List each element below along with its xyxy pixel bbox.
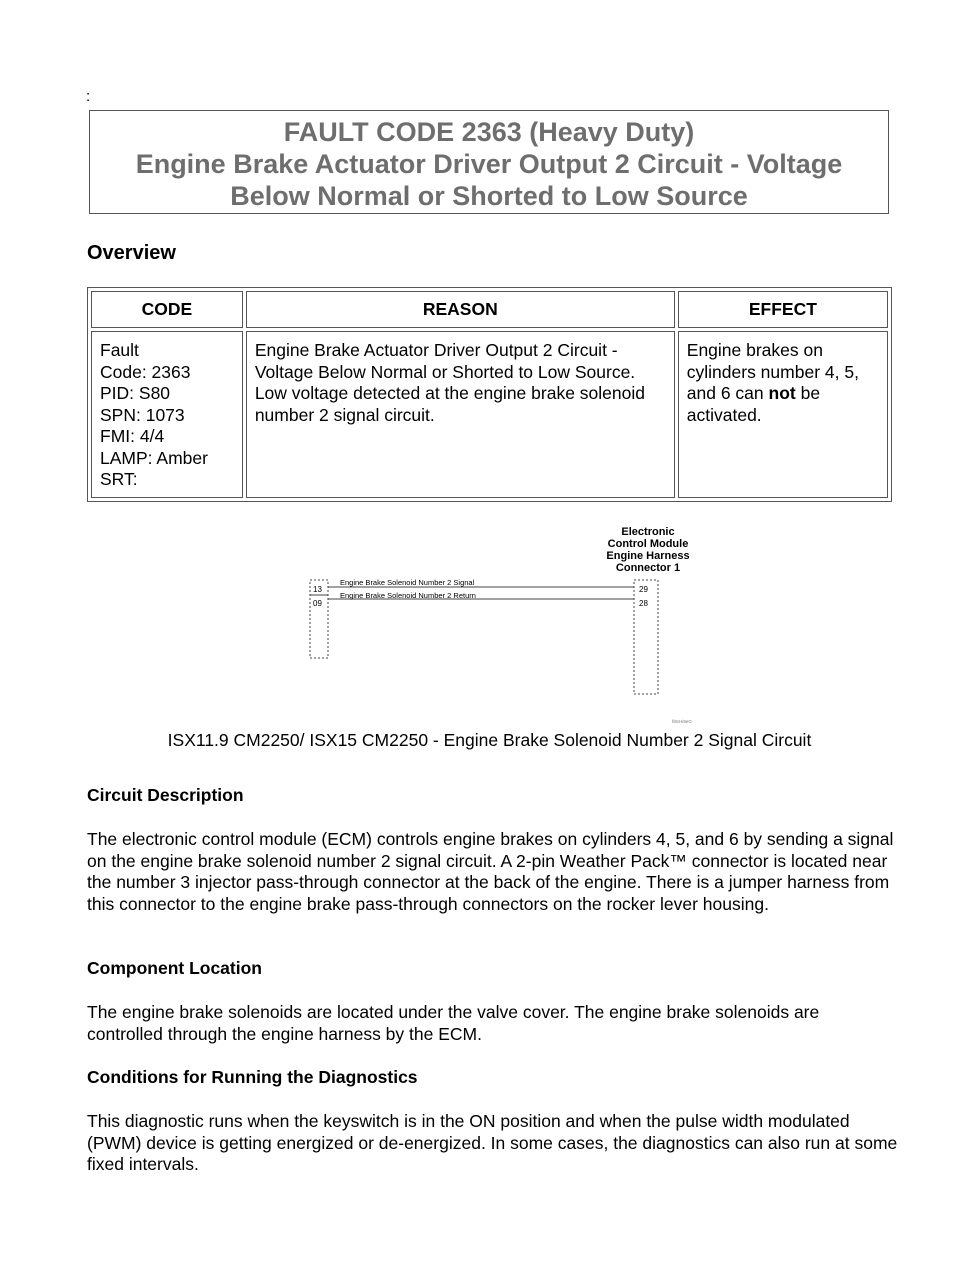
table-row <box>91 331 888 498</box>
header-code: CODE <box>91 291 243 328</box>
figure-caption: ISX11.9 CM2250/ ISX15 CM2250 - Engine Brake Solenoid Number 2 Signal Circuit <box>167 730 812 750</box>
effect-emphasis: not <box>768 383 796 403</box>
code-line: LAMP: Amber <box>100 447 208 468</box>
circuit-description-heading: Circuit Description <box>87 785 244 805</box>
header-effect: EFFECT <box>678 291 888 328</box>
ecm-label-line: Electronic <box>621 526 675 538</box>
code-line: Code: 2363 <box>100 361 191 382</box>
effect-text: Engine brakes on cylinders number 4, 5, and 6 can <box>686 340 859 403</box>
figure-id: fi8cHi9eG <box>672 719 692 724</box>
code-line: SPN: 1073 <box>100 404 185 425</box>
ecm-label-line: Connector 1 <box>615 562 681 574</box>
effect-text-end: be activated. <box>686 383 821 425</box>
code-line: Fault <box>100 340 139 360</box>
component-location-heading: Component Location <box>87 958 262 978</box>
reason-cell: Engine Brake Actuator Driver Output 2 Circuit - Voltage Below Normal or Shorted to Low Source. Low voltage detected at the engine brake solenoid number 2 signal circuit. <box>246 331 675 498</box>
left-pin-label: 09 <box>313 599 322 608</box>
ecm-label-line: Control Module <box>607 538 689 550</box>
fault-code-title-box <box>89 110 889 214</box>
effect-cell <box>678 331 888 498</box>
signal-wire-label: Engine Brake Solenoid Number 2 Signal <box>340 578 475 587</box>
return-wire-label: Engine Brake Solenoid Number 2 Return <box>340 591 476 600</box>
circuit-description-text: The electronic control module (ECM) controls engine brakes on cylinders 4, 5, and 6 by sending a signal on the engine brake solenoid number 2 signal circuit. A 2-pin Weather Pack™ connector is located near the number 3 injector pass-through connector at the back of the engine. There is a jumper harness from this connector to the engine brake pass-through connectors on the rocker lever housing. <box>87 829 894 914</box>
left-pin-label: 13 <box>313 585 322 594</box>
ecm-connector-outline <box>634 580 658 694</box>
header-reason: REASON <box>246 291 675 328</box>
overview-heading: Overview <box>87 242 176 264</box>
fault-code-table <box>87 287 892 502</box>
code-line: PID: S80 <box>100 383 171 403</box>
code-line: SRT: <box>100 469 138 489</box>
circuit-diagram <box>300 520 720 730</box>
component-location-text: The engine brake solenoids are located under the valve cover. The engine brake solenoids are controlled through the engine harness by the ECM. <box>87 1002 820 1044</box>
ecm-label-line: Engine Harness <box>606 550 690 562</box>
code-cell <box>91 331 243 498</box>
table-header-row <box>91 291 888 328</box>
fault-code-title: FAULT CODE 2363 (Heavy Duty) <box>283 117 695 147</box>
fault-code-subtitle: Engine Brake Actuator Driver Output 2 Circuit - Voltage Below Normal or Shorted to Low Source <box>135 149 843 211</box>
conditions-heading: Conditions for Running the Diagnostics <box>87 1067 418 1087</box>
ecm-pin-label: 28 <box>639 599 648 608</box>
ecm-pin-label: 29 <box>639 585 648 594</box>
conditions-text: This diagnostic runs when the keyswitch is in the ON position and when the pulse width modulated (PWM) device is getting energized or de-energized. In some cases, the diagnostics can also run at some fixed intervals. <box>87 1111 898 1174</box>
code-line: FMI: 4/4 <box>100 426 165 446</box>
page-top-mark: : <box>86 88 91 105</box>
